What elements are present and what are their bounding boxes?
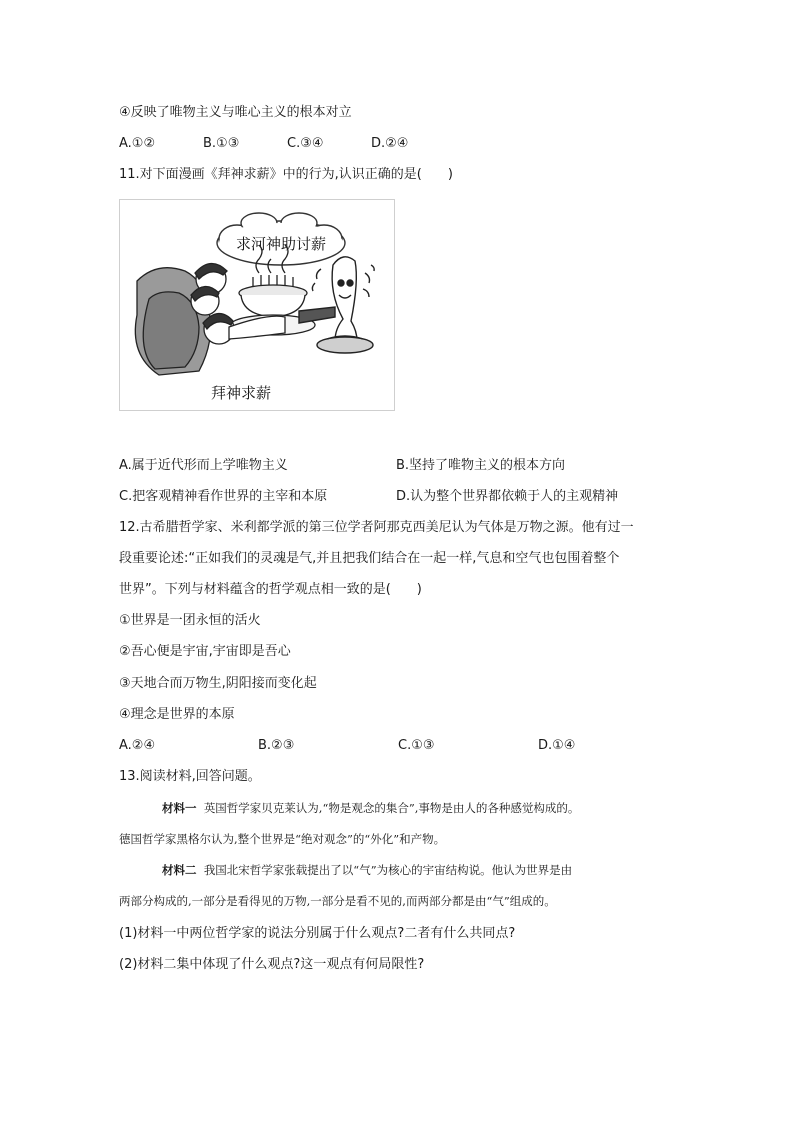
q12-option-c: C.①③	[398, 738, 435, 753]
q13-question-2: (2)材料二集中体现了什么观点?这一观点有何局限性?	[119, 957, 425, 972]
q10-option-a: A.①②	[119, 136, 156, 151]
q12-option-a: A.②④	[119, 738, 156, 753]
cartoon-caption: 拜神求薪	[210, 384, 272, 402]
material-2-text-1: 我国北宋哲学家张载提出了以“气”为核心的宇宙结构说。他认为世界是由	[203, 863, 573, 877]
q12-statement-3: ③天地合而万物生,阴阳接而变化起	[119, 676, 317, 691]
q12-statement-1: ①世界是一团永恒的活火	[119, 613, 261, 628]
q13-material-2-line-2: 两部分构成的,一部分是看得见的万物,一部分是看不见的,而两部分都是由“气”组成的。	[119, 894, 556, 908]
q10-option-c: C.③④	[287, 136, 324, 151]
q13-question-1: (1)材料一中两位哲学家的说法分别属于什么观点?二者有什么共同点?	[119, 926, 516, 941]
material-2-label: 材料二	[162, 863, 197, 877]
material-1-label: 材料一	[162, 801, 197, 815]
q10-option-d: D.②④	[371, 136, 409, 151]
q13-material-1-line-2: 德国哲学家黑格尔认为,整个世界是“绝对观念”的“外化”和产物。	[119, 832, 446, 846]
q11-option-a: A.属于近代形而上学唯物主义	[119, 458, 288, 473]
q11-stem: 11.对下面漫画《拜神求薪》中的行为,认识正确的是( )	[119, 167, 453, 182]
q12-statement-2: ②吾心便是宇宙,宇宙即是吾心	[119, 644, 291, 659]
q10-option-b: B.①③	[203, 136, 240, 151]
cartoon-illustration	[119, 199, 395, 411]
q13-material-2-line-1	[162, 862, 572, 878]
q12-stem-line-2: 段重要论述:“正如我们的灵魂是气,并且把我们结合在一起一样,气息和空气也包围着整个	[119, 551, 620, 566]
q12-option-d: D.①④	[538, 738, 576, 753]
q13-stem: 13.阅读材料,回答问题。	[119, 769, 261, 784]
q10-statement-4: ④反映了唯物主义与唯心主义的根本对立	[119, 105, 352, 120]
q11-option-b: B.坚持了唯物主义的根本方向	[396, 458, 566, 473]
q11-option-d: D.认为整个世界都依赖于人的主观精神	[396, 489, 619, 504]
bubble-text: 求河神助讨薪	[235, 235, 327, 253]
q12-option-b: B.②③	[258, 738, 295, 753]
q12-stem-line-3: 世界”。下列与材料蕴含的哲学观点相一致的是( )	[119, 582, 422, 597]
q12-statement-4: ④理念是世界的本原	[119, 707, 235, 722]
q11-option-c: C.把客观精神看作世界的主宰和本原	[119, 489, 328, 504]
q13-material-1-line-1	[162, 800, 579, 816]
material-1-text-1: 英国哲学家贝克莱认为,“物是观念的集合”,事物是由人的各种感觉构成的。	[203, 801, 580, 815]
q12-stem-line-1: 12.古希腊哲学家、米利都学派的第三位学者阿那克西美尼认为气体是万物之源。他有过一	[119, 520, 634, 535]
